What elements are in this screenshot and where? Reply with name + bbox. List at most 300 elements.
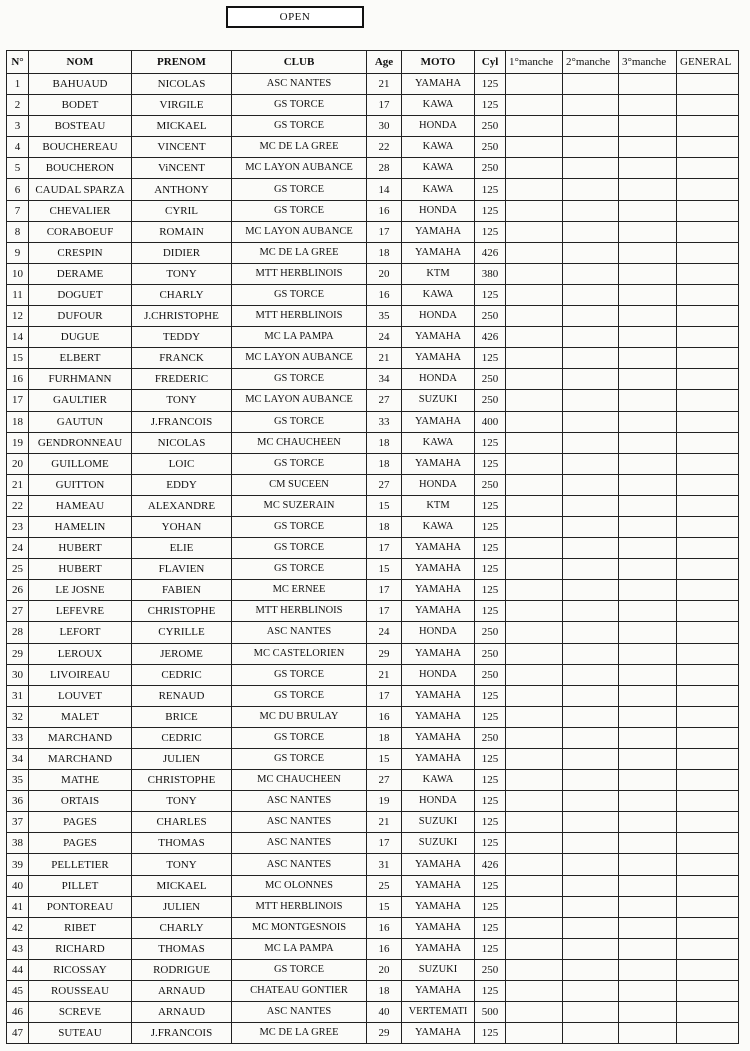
cell-prenom: LOIC: [132, 453, 232, 474]
cell-manche-3: [619, 284, 677, 305]
table-row: [7, 875, 739, 896]
cell-manche-1: [506, 559, 563, 580]
cell-manche-3: [619, 559, 677, 580]
cell-num: 28: [7, 622, 29, 643]
cell-manche-3: [619, 917, 677, 938]
cell-cyl: 125: [475, 917, 506, 938]
cell-general: [677, 959, 739, 980]
cell-general: [677, 685, 739, 706]
cell-num: 32: [7, 706, 29, 727]
cell-prenom: TONY: [132, 390, 232, 411]
cell-moto: SUZUKI: [402, 959, 475, 980]
cell-nom: CHEVALIER: [29, 200, 132, 221]
cell-nom: SUTEAU: [29, 1023, 132, 1044]
cell-num: 1: [7, 74, 29, 95]
cell-general: [677, 622, 739, 643]
cell-manche-3: [619, 158, 677, 179]
cell-club: MC CHAUCHEEN: [232, 432, 367, 453]
cell-club: GS TORCE: [232, 116, 367, 137]
cell-prenom: FLAVIEN: [132, 559, 232, 580]
cell-manche-2: [563, 95, 619, 116]
cell-manche-1: [506, 137, 563, 158]
cell-age: 29: [367, 1023, 402, 1044]
cell-general: [677, 875, 739, 896]
cell-num: 14: [7, 327, 29, 348]
table-row: [7, 474, 739, 495]
cell-moto: KAWA: [402, 158, 475, 179]
cell-nom: BODET: [29, 95, 132, 116]
cell-manche-2: [563, 791, 619, 812]
cell-num: 37: [7, 812, 29, 833]
cell-prenom: DIDIER: [132, 242, 232, 263]
cell-manche-2: [563, 622, 619, 643]
cell-general: [677, 749, 739, 770]
cell-manche-3: [619, 938, 677, 959]
cell-club: CHATEAU GONTIER: [232, 981, 367, 1002]
table-row: [7, 538, 739, 559]
cell-manche-3: [619, 706, 677, 727]
cell-prenom: ARNAUD: [132, 981, 232, 1002]
cell-moto: YAMAHA: [402, 896, 475, 917]
cell-moto: YAMAHA: [402, 938, 475, 959]
cell-manche-3: [619, 896, 677, 917]
header-age: Age: [367, 51, 402, 74]
cell-cyl: 250: [475, 727, 506, 748]
cell-manche-2: [563, 770, 619, 791]
cell-moto: HONDA: [402, 306, 475, 327]
cell-age: 18: [367, 516, 402, 537]
cell-num: 12: [7, 306, 29, 327]
cell-age: 27: [367, 474, 402, 495]
cell-manche-2: [563, 812, 619, 833]
cell-manche-2: [563, 242, 619, 263]
cell-prenom: NICOLAS: [132, 432, 232, 453]
cell-manche-2: [563, 959, 619, 980]
cell-club: GS TORCE: [232, 664, 367, 685]
cell-age: 34: [367, 369, 402, 390]
cell-manche-2: [563, 875, 619, 896]
cell-age: 28: [367, 158, 402, 179]
cell-nom: PAGES: [29, 833, 132, 854]
cell-cyl: 400: [475, 411, 506, 432]
table-row: [7, 137, 739, 158]
cell-num: 47: [7, 1023, 29, 1044]
cell-club: GS TORCE: [232, 749, 367, 770]
cell-club: MC DE LA GREE: [232, 1023, 367, 1044]
cell-club: MC LA PAMPA: [232, 938, 367, 959]
table-row: [7, 284, 739, 305]
cell-num: 24: [7, 538, 29, 559]
cell-nom: ROUSSEAU: [29, 981, 132, 1002]
cell-manche-2: [563, 306, 619, 327]
cell-age: 18: [367, 242, 402, 263]
category-title: OPEN: [226, 6, 364, 28]
cell-prenom: FABIEN: [132, 580, 232, 601]
cell-club: GS TORCE: [232, 453, 367, 474]
cell-manche-2: [563, 158, 619, 179]
cell-num: 33: [7, 727, 29, 748]
table-row: [7, 306, 739, 327]
header-nom: NOM: [29, 51, 132, 74]
cell-moto: HONDA: [402, 116, 475, 137]
cell-num: 4: [7, 137, 29, 158]
cell-nom: ORTAIS: [29, 791, 132, 812]
cell-moto: YAMAHA: [402, 854, 475, 875]
cell-club: ASC NANTES: [232, 791, 367, 812]
cell-general: [677, 812, 739, 833]
cell-manche-3: [619, 854, 677, 875]
cell-num: 22: [7, 495, 29, 516]
cell-general: [677, 727, 739, 748]
cell-manche-2: [563, 348, 619, 369]
table-row: [7, 390, 739, 411]
cell-manche-3: [619, 348, 677, 369]
cell-nom: FURHMANN: [29, 369, 132, 390]
cell-num: 38: [7, 833, 29, 854]
header-cyl: Cyl: [475, 51, 506, 74]
cell-num: 21: [7, 474, 29, 495]
cell-manche-2: [563, 685, 619, 706]
cell-prenom: JULIEN: [132, 749, 232, 770]
cell-manche-1: [506, 664, 563, 685]
cell-moto: YAMAHA: [402, 559, 475, 580]
cell-manche-3: [619, 116, 677, 137]
cell-nom: PILLET: [29, 875, 132, 896]
cell-club: MC ERNEE: [232, 580, 367, 601]
cell-manche-2: [563, 833, 619, 854]
cell-manche-1: [506, 685, 563, 706]
cell-num: 7: [7, 200, 29, 221]
cell-manche-2: [563, 1002, 619, 1023]
cell-age: 17: [367, 538, 402, 559]
table-row: [7, 706, 739, 727]
cell-general: [677, 284, 739, 305]
cell-moto: YAMAHA: [402, 643, 475, 664]
cell-club: MC CASTELORIEN: [232, 643, 367, 664]
cell-manche-3: [619, 221, 677, 242]
cell-age: 15: [367, 749, 402, 770]
cell-cyl: 380: [475, 263, 506, 284]
cell-manche-2: [563, 116, 619, 137]
cell-manche-1: [506, 516, 563, 537]
cell-nom: LOUVET: [29, 685, 132, 706]
cell-manche-3: [619, 727, 677, 748]
cell-manche-3: [619, 1002, 677, 1023]
cell-club: MC LAYON AUBANCE: [232, 348, 367, 369]
cell-manche-1: [506, 749, 563, 770]
cell-club: MC LAYON AUBANCE: [232, 390, 367, 411]
cell-cyl: 125: [475, 749, 506, 770]
cell-prenom: RENAUD: [132, 685, 232, 706]
cell-prenom: BRICE: [132, 706, 232, 727]
cell-nom: PAGES: [29, 812, 132, 833]
cell-prenom: CEDRIC: [132, 664, 232, 685]
cell-age: 31: [367, 854, 402, 875]
cell-club: MC DU BRULAY: [232, 706, 367, 727]
cell-num: 3: [7, 116, 29, 137]
cell-prenom: JULIEN: [132, 896, 232, 917]
cell-cyl: 125: [475, 559, 506, 580]
cell-prenom: THOMAS: [132, 833, 232, 854]
cell-moto: YAMAHA: [402, 601, 475, 622]
cell-num: 20: [7, 453, 29, 474]
cell-num: 44: [7, 959, 29, 980]
cell-manche-3: [619, 263, 677, 284]
table-row: [7, 685, 739, 706]
table-row: [7, 559, 739, 580]
cell-manche-3: [619, 390, 677, 411]
cell-age: 17: [367, 95, 402, 116]
cell-club: GS TORCE: [232, 95, 367, 116]
cell-num: 17: [7, 390, 29, 411]
table-row: [7, 263, 739, 284]
cell-cyl: 125: [475, 538, 506, 559]
cell-nom: ELBERT: [29, 348, 132, 369]
header-prenom: PRENOM: [132, 51, 232, 74]
cell-manche-3: [619, 685, 677, 706]
cell-nom: DOGUET: [29, 284, 132, 305]
cell-num: 26: [7, 580, 29, 601]
cell-club: MTT HERBLINOIS: [232, 896, 367, 917]
cell-manche-3: [619, 981, 677, 1002]
cell-age: 17: [367, 685, 402, 706]
cell-age: 21: [367, 812, 402, 833]
table-row: [7, 791, 739, 812]
cell-club: GS TORCE: [232, 411, 367, 432]
cell-manche-2: [563, 369, 619, 390]
cell-moto: SUZUKI: [402, 833, 475, 854]
cell-general: [677, 411, 739, 432]
cell-general: [677, 706, 739, 727]
cell-general: [677, 917, 739, 938]
cell-manche-1: [506, 200, 563, 221]
cell-prenom: CHRISTOPHE: [132, 770, 232, 791]
cell-age: 16: [367, 938, 402, 959]
cell-nom: DUFOUR: [29, 306, 132, 327]
cell-age: 17: [367, 601, 402, 622]
cell-manche-3: [619, 369, 677, 390]
cell-general: [677, 601, 739, 622]
cell-manche-3: [619, 875, 677, 896]
cell-manche-3: [619, 95, 677, 116]
cell-general: [677, 516, 739, 537]
cell-age: 22: [367, 137, 402, 158]
table-row: [7, 348, 739, 369]
cell-club: GS TORCE: [232, 685, 367, 706]
cell-manche-1: [506, 158, 563, 179]
cell-manche-1: [506, 95, 563, 116]
cell-age: 15: [367, 896, 402, 917]
cell-manche-2: [563, 559, 619, 580]
cell-prenom: VIRGILE: [132, 95, 232, 116]
cell-nom: GAUTUN: [29, 411, 132, 432]
cell-num: 5: [7, 158, 29, 179]
cell-manche-3: [619, 74, 677, 95]
cell-manche-2: [563, 664, 619, 685]
cell-general: [677, 242, 739, 263]
cell-nom: MALET: [29, 706, 132, 727]
cell-manche-2: [563, 284, 619, 305]
cell-manche-2: [563, 200, 619, 221]
cell-age: 14: [367, 179, 402, 200]
cell-manche-2: [563, 221, 619, 242]
header-manche-1: 1°manche: [506, 51, 563, 74]
cell-num: 35: [7, 770, 29, 791]
cell-nom: BOUCHEREAU: [29, 137, 132, 158]
cell-manche-3: [619, 601, 677, 622]
cell-manche-2: [563, 938, 619, 959]
cell-manche-2: [563, 327, 619, 348]
cell-manche-3: [619, 664, 677, 685]
cell-num: 43: [7, 938, 29, 959]
cell-manche-1: [506, 580, 563, 601]
cell-manche-2: [563, 538, 619, 559]
table-row: [7, 411, 739, 432]
cell-moto: YAMAHA: [402, 981, 475, 1002]
cell-general: [677, 369, 739, 390]
cell-general: [677, 664, 739, 685]
cell-nom: GENDRONNEAU: [29, 432, 132, 453]
cell-num: 27: [7, 601, 29, 622]
cell-age: 27: [367, 390, 402, 411]
cell-prenom: MICKAEL: [132, 875, 232, 896]
cell-cyl: 125: [475, 706, 506, 727]
cell-nom: CRESPIN: [29, 242, 132, 263]
cell-prenom: ViNCENT: [132, 158, 232, 179]
cell-manche-3: [619, 622, 677, 643]
cell-moto: YAMAHA: [402, 875, 475, 896]
cell-club: GS TORCE: [232, 200, 367, 221]
cell-age: 16: [367, 284, 402, 305]
cell-num: 46: [7, 1002, 29, 1023]
cell-cyl: 250: [475, 390, 506, 411]
cell-manche-1: [506, 770, 563, 791]
cell-age: 25: [367, 875, 402, 896]
cell-nom: SCREVE: [29, 1002, 132, 1023]
table-row: [7, 116, 739, 137]
cell-manche-3: [619, 200, 677, 221]
cell-prenom: YOHAN: [132, 516, 232, 537]
cell-manche-1: [506, 221, 563, 242]
cell-general: [677, 896, 739, 917]
cell-club: MC LAYON AUBANCE: [232, 158, 367, 179]
cell-cyl: 125: [475, 1023, 506, 1044]
cell-moto: KAWA: [402, 95, 475, 116]
cell-club: ASC NANTES: [232, 74, 367, 95]
cell-prenom: VINCENT: [132, 137, 232, 158]
cell-manche-2: [563, 749, 619, 770]
cell-prenom: TONY: [132, 263, 232, 284]
cell-cyl: 250: [475, 306, 506, 327]
cell-cyl: 125: [475, 791, 506, 812]
cell-club: ASC NANTES: [232, 812, 367, 833]
table-row: [7, 601, 739, 622]
cell-prenom: MICKAEL: [132, 116, 232, 137]
cell-age: 20: [367, 959, 402, 980]
cell-prenom: CEDRIC: [132, 727, 232, 748]
cell-moto: KAWA: [402, 137, 475, 158]
cell-age: 30: [367, 116, 402, 137]
cell-cyl: 250: [475, 158, 506, 179]
cell-manche-2: [563, 1023, 619, 1044]
cell-manche-2: [563, 516, 619, 537]
cell-manche-1: [506, 791, 563, 812]
cell-num: 15: [7, 348, 29, 369]
header-club: CLUB: [232, 51, 367, 74]
cell-nom: LIVOIREAU: [29, 664, 132, 685]
cell-moto: KAWA: [402, 179, 475, 200]
cell-nom: HUBERT: [29, 559, 132, 580]
cell-manche-1: [506, 1023, 563, 1044]
cell-manche-1: [506, 917, 563, 938]
cell-nom: LE JOSNE: [29, 580, 132, 601]
cell-cyl: 125: [475, 875, 506, 896]
cell-num: 8: [7, 221, 29, 242]
cell-prenom: J.CHRISTOPHE: [132, 306, 232, 327]
cell-manche-1: [506, 327, 563, 348]
cell-moto: YAMAHA: [402, 538, 475, 559]
cell-club: ASC NANTES: [232, 622, 367, 643]
cell-manche-1: [506, 706, 563, 727]
cell-num: 30: [7, 664, 29, 685]
cell-moto: YAMAHA: [402, 727, 475, 748]
cell-nom: BAHUAUD: [29, 74, 132, 95]
cell-general: [677, 348, 739, 369]
cell-moto: SUZUKI: [402, 390, 475, 411]
cell-age: 20: [367, 263, 402, 284]
cell-cyl: 125: [475, 896, 506, 917]
cell-manche-2: [563, 643, 619, 664]
table-row: [7, 74, 739, 95]
cell-moto: YAMAHA: [402, 411, 475, 432]
cell-num: 25: [7, 559, 29, 580]
cell-moto: HONDA: [402, 664, 475, 685]
cell-cyl: 250: [475, 137, 506, 158]
cell-nom: LEFEVRE: [29, 601, 132, 622]
cell-general: [677, 221, 739, 242]
cell-nom: RICOSSAY: [29, 959, 132, 980]
table-row: [7, 981, 739, 1002]
cell-cyl: 125: [475, 179, 506, 200]
cell-club: MC DE LA GREE: [232, 242, 367, 263]
cell-club: MC LAYON AUBANCE: [232, 221, 367, 242]
cell-manche-1: [506, 390, 563, 411]
cell-num: 10: [7, 263, 29, 284]
cell-club: ASC NANTES: [232, 854, 367, 875]
cell-moto: YAMAHA: [402, 453, 475, 474]
cell-moto: YAMAHA: [402, 221, 475, 242]
table-row: [7, 242, 739, 263]
cell-manche-2: [563, 580, 619, 601]
table-row: [7, 369, 739, 390]
table-row: [7, 580, 739, 601]
cell-age: 24: [367, 327, 402, 348]
cell-general: [677, 453, 739, 474]
rider-rows: [7, 74, 739, 1044]
cell-num: 39: [7, 854, 29, 875]
table-row: [7, 1023, 739, 1044]
cell-cyl: 125: [475, 580, 506, 601]
cell-club: MC OLONNES: [232, 875, 367, 896]
cell-cyl: 125: [475, 516, 506, 537]
table-row: [7, 664, 739, 685]
cell-cyl: 250: [475, 664, 506, 685]
cell-club: GS TORCE: [232, 959, 367, 980]
cell-cyl: 125: [475, 284, 506, 305]
table-row: [7, 749, 739, 770]
cell-nom: RICHARD: [29, 938, 132, 959]
cell-general: [677, 116, 739, 137]
